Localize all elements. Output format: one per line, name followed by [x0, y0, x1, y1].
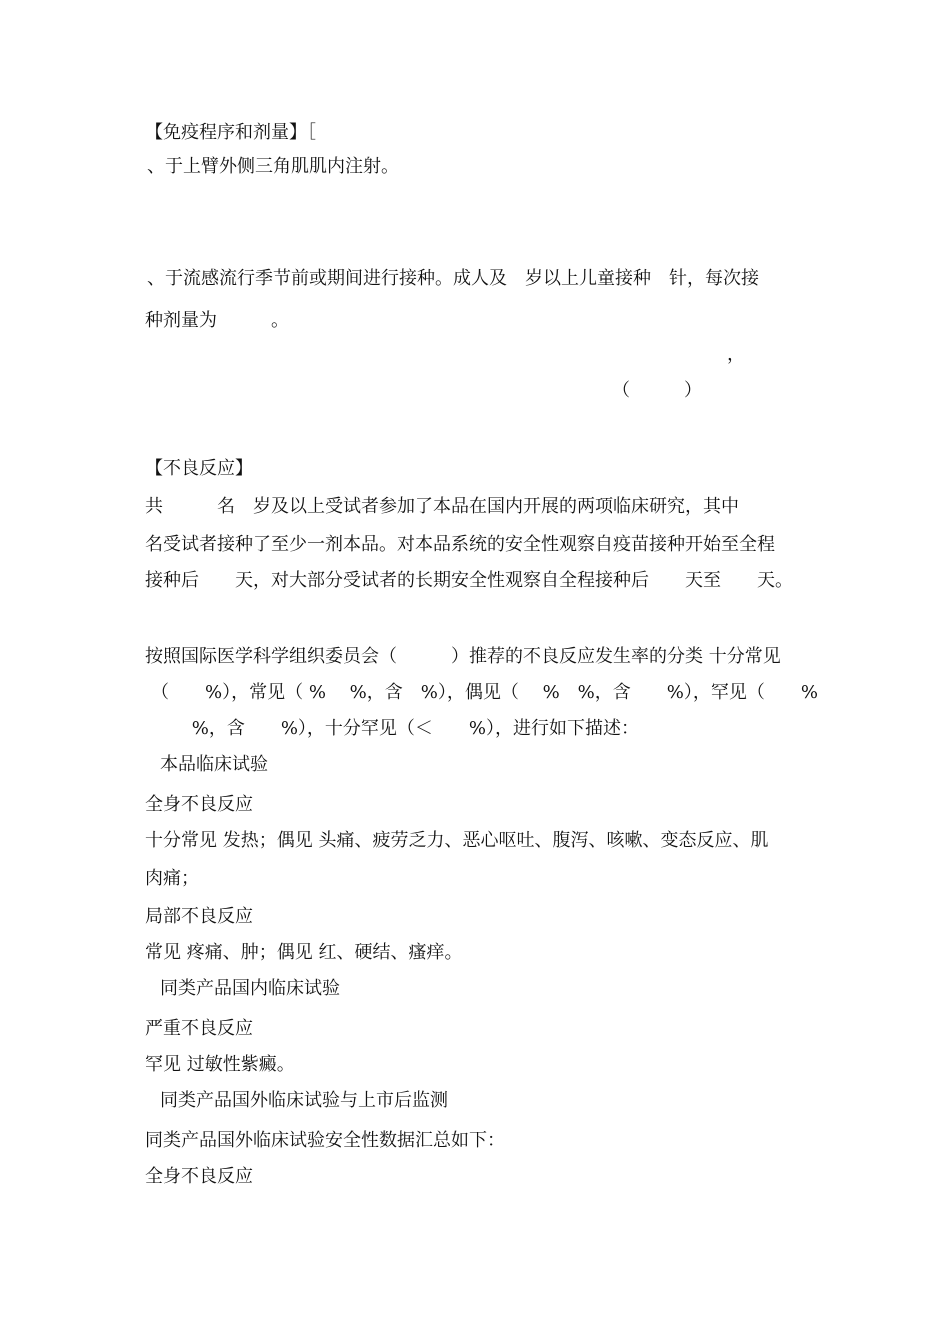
paragraph-line: 按照国际医学科学组织委员会（ ）推荐的不良反应发生率的分类 十分常见 — [145, 646, 781, 667]
paragraph-line: 常见 疼痛、肿；偶见 红、硬结、瘙痒。 — [145, 942, 463, 963]
section-title: 本品临床试验 — [160, 754, 268, 775]
paragraph-line: 共 名 岁及以上受试者参加了本品在国内开展的两项临床研究，其中 — [145, 496, 739, 517]
adverse-heading: 【不良反应】 — [145, 458, 253, 479]
immunization-line: 、于上臂外侧三角肌肌内注射。 — [147, 156, 399, 177]
immunization-line: 种剂量为 。 — [145, 310, 289, 331]
subsection-heading: 全身不良反应 — [145, 1166, 253, 1187]
subsection-heading: 局部不良反应 — [145, 906, 253, 927]
subsection-heading: 严重不良反应 — [145, 1018, 253, 1039]
subsection-heading: 全身不良反应 — [145, 794, 253, 815]
stray-punctuation: ， — [727, 344, 745, 365]
paragraph-line: 名受试者接种了至少一剂本品。对本品系统的安全性观察自疫苗接种开始至全程 — [145, 534, 775, 555]
paragraph-line: 十分常见 发热；偶见 头痛、疲劳乏力、恶心呕吐、腹泻、咳嗽、变态反应、肌 — [145, 830, 769, 851]
section-title: 同类产品国外临床试验与上市后监测 — [160, 1090, 448, 1111]
paragraph-line: %，含 %），十分罕见（＜ %），进行如下描述： — [168, 718, 640, 739]
paragraph-line: 肉痛； — [145, 868, 199, 889]
paragraph-line: （ %），常见（ % %，含 %），偶见（ % %，含 %），罕见（ % — [151, 682, 818, 703]
immunization-line: 、于流感流行季节前或期间进行接种。成人及 岁以上儿童接种 针，每次接 — [147, 268, 759, 289]
paragraph-line: 接种后 天，对大部分受试者的长期安全性观察自全程接种后 天至 天。 — [145, 570, 793, 591]
section-title: 同类产品国内临床试验 — [160, 978, 340, 999]
paragraph-line: 同类产品国外临床试验安全性数据汇总如下： — [145, 1130, 505, 1151]
paragraph-line: 罕见 过敏性紫癜。 — [145, 1054, 295, 1075]
stray-punctuation: （ ） — [612, 380, 702, 401]
immunization-heading: 【免疫程序和剂量】［ — [145, 122, 316, 143]
